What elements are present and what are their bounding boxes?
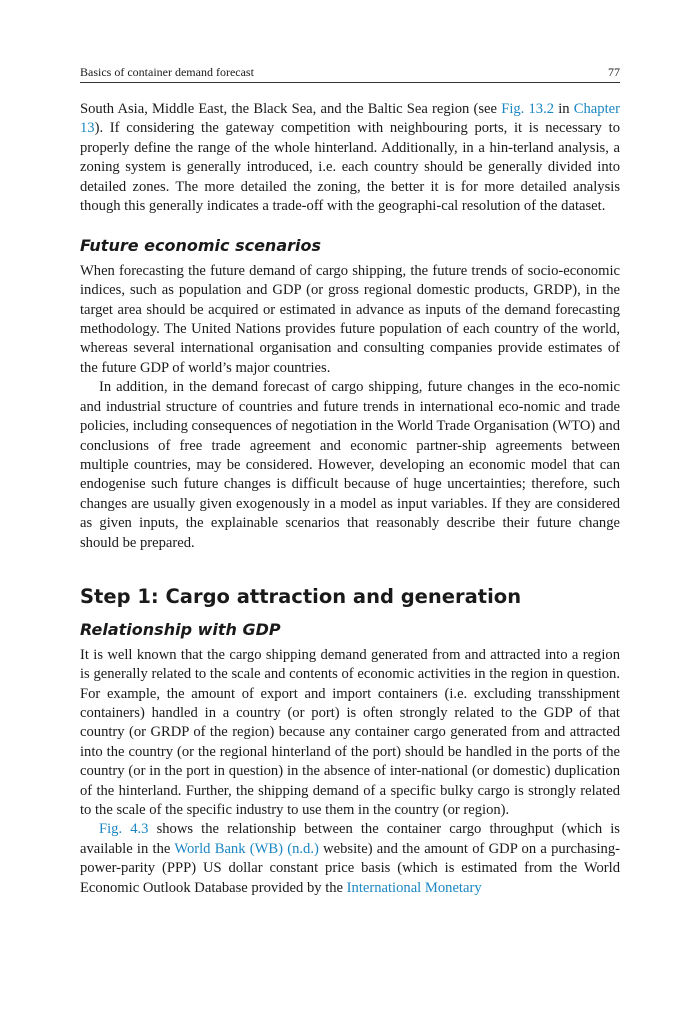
paragraph-future-1: When forecasting the future demand of cargo shipping, the future trends of socio-economic indices, such as population and GDP (or gross regional domestic products, GRDP), in the target area should be acquired or estimated in advance as inputs of the demand forecasting methodology. The United Nations provides future population of each country of the world, whereas several international organisation and consulting companies provide estimates of the future GDP of world’s major countries.	[80, 262, 620, 376]
text-run: South Asia, Middle East, the Black Sea, and the Baltic Sea region (see	[80, 101, 502, 117]
paragraph-gdp-2	[80, 820, 620, 898]
figure-4-3-link[interactable]: Fig. 4.3	[99, 821, 149, 838]
chapter-13-link[interactable]: Chapter 13	[80, 101, 620, 137]
page-body	[80, 100, 620, 898]
text-run: website) and the amount of GDP on a purchasing-power-parity (PPP) US dollar constant price basis (which is estimated from the World Economic Outlook Database provided by the	[80, 840, 621, 896]
text-run: ). If considering the gateway competition with neighbouring ports, it is necessary to properly define the range of the whole hinterland. Additionally, in a hin-terland analysis, a zoning system is generally introduced, i.e. each country should be generally divided into detailed zones. The more detailed the zoning, the better it is for more detailed analysis though this generally indicates a trade-off with the geographi-cal resolution of the dataset.	[80, 120, 620, 215]
imf-citation-link[interactable]: International Monetary	[346, 879, 482, 896]
paragraph-gdp-1: It is well known that the cargo shipping demand generated from and attracted into a region is generally related to the scale and contents of economic activities in the region in question. For example, the amount of export and import containers (i.e. excluding transshipment containers) handled in a country (or port) is often strongly related to the GDP of that country (or GRDP of the region) because any container cargo generated from and attracted into the country (or the regional hinterland of the port) should be handled in the ports of the country (or in the port in question) in the absence of inter-national (or domestic) duplication of the hinterland. Further, the shipping demand of a specific bulky cargo is strongly related to the scale of the specific industry to use them in the country (or region).	[80, 646, 620, 818]
paragraph-future-2: In addition, in the demand forecast of cargo shipping, future changes in the eco-nomic and industrial structure of countries and future trends in international eco-nomic and trade policies, including consequences of negotiation in the World Trade Organisation (WTO) and conclusions of free trade agreement and economic partner-ship agreements between multiple countries, may be considered. However, developing an economic model that can endogenise such future changes is difficult because of huge uncertainties; therefore, such changes are usually given exogenously in a model as input variables. If they are considered as given inputs, the explainable scenarios that reasonably describe their future change should be prepared.	[80, 379, 620, 551]
page-number: 77	[608, 65, 620, 79]
figure-13-2-link[interactable]: Fig. 13.2	[501, 101, 555, 117]
running-header	[80, 62, 620, 83]
section-heading-future-economic-scenarios: Future economic scenarios	[80, 236, 321, 256]
text-run: in	[554, 101, 574, 117]
section-heading-step-1: Step 1: Cargo attraction and generation	[80, 584, 522, 608]
paragraph-intro	[80, 100, 620, 216]
text-run: shows the relationship between the container cargo throughput (which is available in the	[80, 821, 620, 857]
running-header-title: Basics of container demand forecast	[80, 65, 254, 79]
world-bank-citation-link[interactable]: World Bank (WB) (n.d.)	[174, 840, 319, 857]
subsection-heading-relationship-with-gdp: Relationship with GDP	[80, 620, 281, 640]
